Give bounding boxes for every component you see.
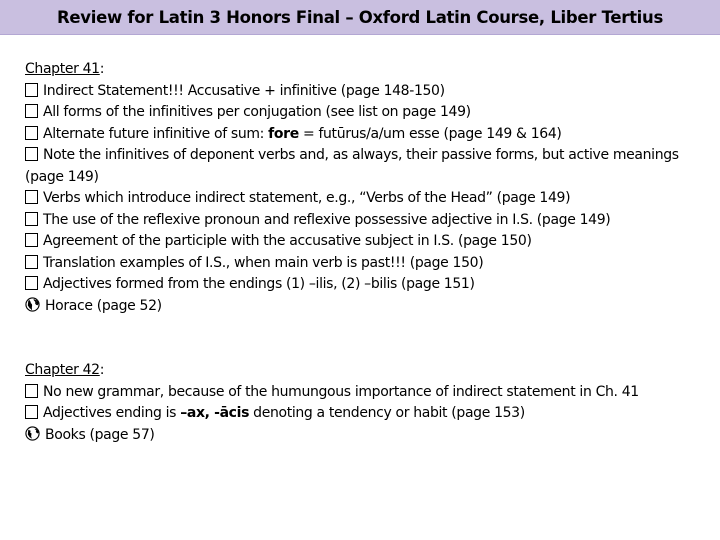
checkbox-icon [25, 276, 38, 290]
checkbox-icon [25, 190, 38, 204]
item-text: denoting a tendency or habit (page 153) [249, 405, 525, 421]
checkbox-icon [25, 384, 38, 398]
checkbox-icon [25, 83, 38, 97]
chapter-42-heading [25, 360, 695, 382]
checkbox-icon [25, 255, 38, 269]
checkbox-icon [25, 405, 38, 419]
item-text: = futūrus/a/um esse (page 149 & 164) [298, 125, 562, 142]
page-title: Review for Latin 3 Honors Final – Oxford Latin Course, Liber Tertius [57, 7, 663, 27]
list-item [25, 403, 695, 425]
checkbox-icon [25, 126, 38, 140]
item-text: Books (page 57) [45, 426, 155, 443]
globe-icon [25, 426, 40, 441]
checkbox-icon [25, 147, 38, 161]
list-item [25, 145, 695, 188]
checkbox-icon [25, 104, 38, 118]
list-item [25, 210, 695, 232]
item-text: Indirect Statement!!! Accusative + infinitive (page 148-150) [43, 82, 445, 99]
item-text: Alternate future infinitive of sum: [43, 125, 269, 142]
item-text-bold: –ax, -ācis [180, 405, 250, 421]
list-item [25, 382, 695, 404]
list-item [25, 253, 695, 275]
list-item [25, 425, 695, 447]
checkbox-icon [25, 212, 38, 226]
chapter-42-label: Chapter 42 [25, 362, 100, 378]
section-spacer [25, 317, 695, 360]
list-item [25, 274, 695, 296]
title-bar [0, 0, 720, 35]
chapter-41-colon: : [99, 61, 105, 77]
chapter-42-colon: : [99, 362, 105, 378]
list-item [25, 296, 695, 318]
item-text: Note the infinitives of deponent verbs and, as always, their passive forms, but active meanings (page 149) [25, 147, 679, 185]
item-text: Translation examples of I.S., when main verb is past!!! (page 150) [43, 254, 484, 271]
globe-icon [25, 297, 40, 312]
list-item [25, 124, 695, 146]
list-item [25, 231, 695, 253]
item-text: No new grammar, because of the humungous importance of indirect statement in Ch. 41 [43, 383, 639, 400]
item-text: Agreement of the participle with the accusative subject in I.S. (page 150) [43, 233, 532, 249]
item-text: All forms of the infinitives per conjugation (see list on page 149) [43, 104, 471, 120]
item-text: Adjectives formed from the endings (1) –ilis, (2) –bilis (page 151) [43, 276, 475, 292]
list-item [25, 188, 695, 210]
checkbox-icon [25, 233, 38, 247]
item-text: Horace (page 52) [45, 297, 162, 314]
chapter-41-heading [25, 59, 695, 81]
item-text: Adjectives ending is [43, 405, 181, 421]
list-item [25, 102, 695, 124]
list-item [25, 81, 695, 103]
item-text: The use of the reflexive pronoun and reflexive possessive adjective in I.S. (page 149) [43, 211, 611, 228]
chapter-41-label: Chapter 41 [25, 61, 100, 77]
item-text: Verbs which introduce indirect statement, e.g., “Verbs of the Head” (page 149) [43, 190, 571, 206]
item-text-bold: fore [268, 125, 299, 142]
review-content [25, 59, 695, 446]
